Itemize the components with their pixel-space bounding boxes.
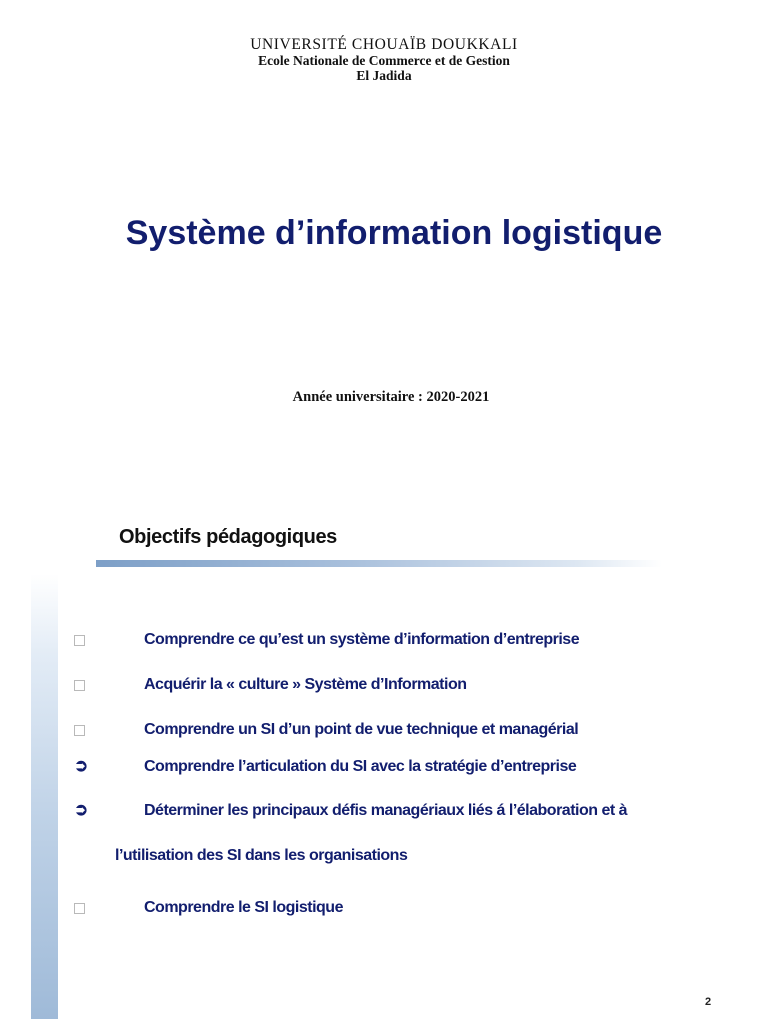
square-bullet-icon bbox=[74, 635, 85, 646]
arrow-bullet-icon: ➲ bbox=[74, 756, 88, 775]
objective-continuation: l’utilisation des SI dans les organisations bbox=[115, 847, 408, 864]
square-bullet-icon bbox=[74, 680, 85, 691]
page-title: Système d’information logistique bbox=[125, 214, 663, 252]
page-number: 2 bbox=[705, 996, 712, 1008]
objective-text: Comprendre ce qu’est un système d’information d’entreprise bbox=[144, 631, 580, 648]
objective-text: Comprendre l’articulation du SI avec la stratégie d’entreprise bbox=[144, 758, 577, 775]
section-title: Objectifs pédagogiques bbox=[119, 526, 337, 548]
square-bullet-icon bbox=[74, 725, 85, 736]
school-name: Ecole Nationale de Commerce et de Gestion bbox=[258, 53, 510, 68]
decorative-side-bar bbox=[31, 574, 58, 1019]
objective-text: Comprendre un SI d’un point de vue technique et managérial bbox=[144, 721, 579, 738]
university-header bbox=[0, 36, 768, 83]
objective-text: Acquérir la « culture » Système d’Information bbox=[144, 676, 467, 693]
objective-text: Comprendre le SI logistique bbox=[144, 899, 343, 916]
academic-year: Année universitaire : 2020-2021 bbox=[292, 389, 490, 405]
section-divider bbox=[96, 560, 662, 567]
square-bullet-icon bbox=[74, 903, 85, 914]
city-name: El Jadida bbox=[356, 68, 412, 83]
university-name: UNIVERSITÉ CHOUAÏB DOUKKALI bbox=[250, 36, 518, 53]
objective-text: Déterminer les principaux défis managériaux liés á l’élaboration et à bbox=[144, 802, 628, 819]
arrow-bullet-icon: ➲ bbox=[74, 800, 88, 819]
